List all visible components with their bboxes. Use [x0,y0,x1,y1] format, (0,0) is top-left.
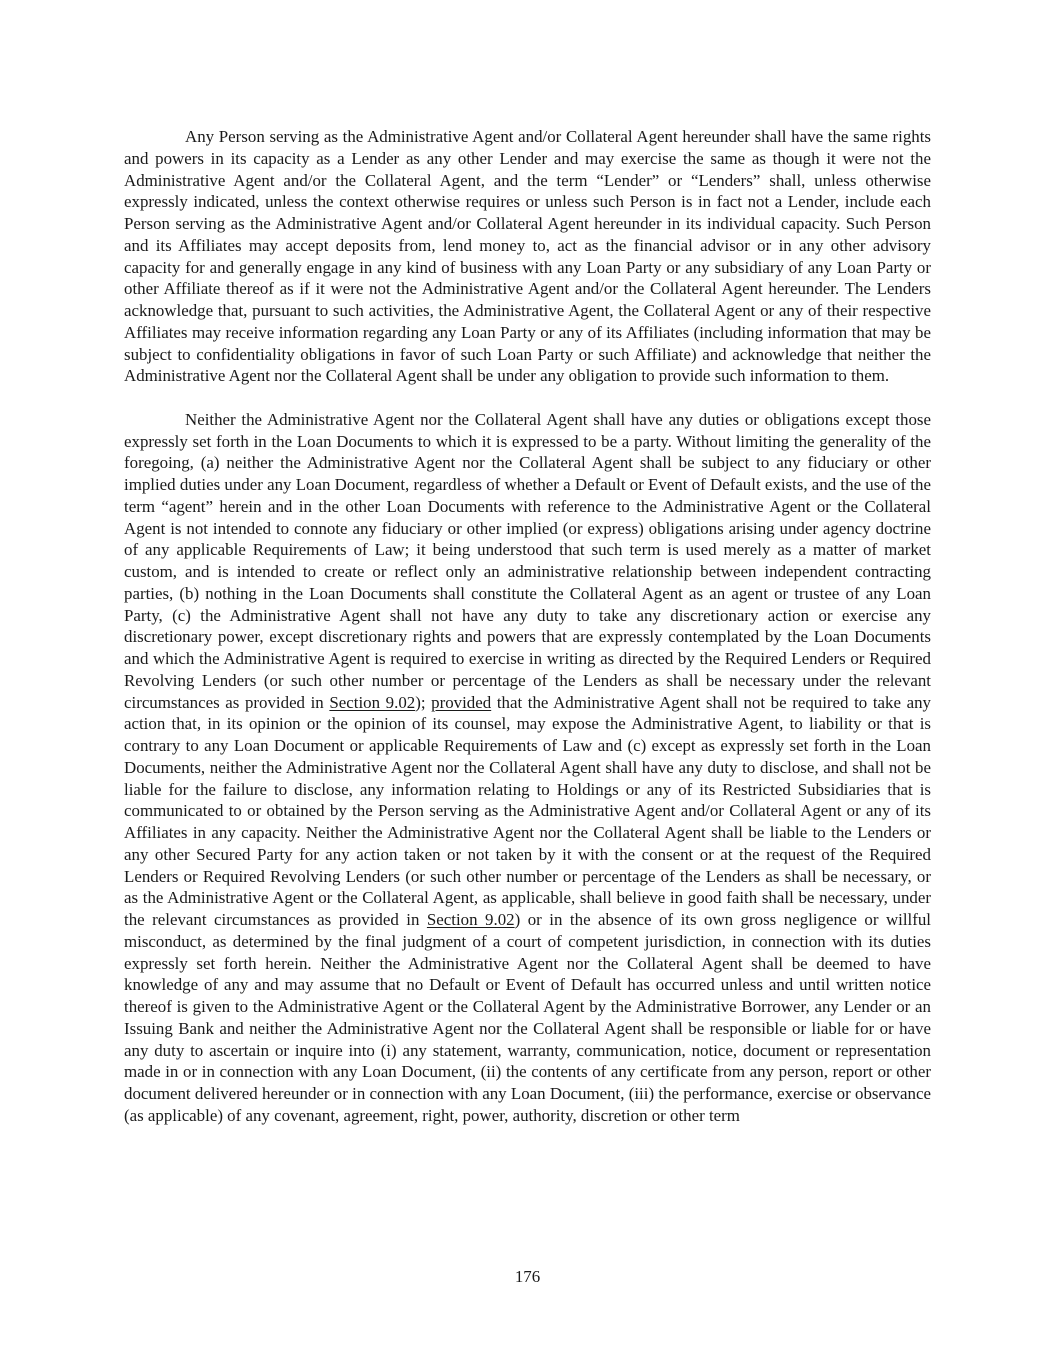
provided-term: provided [431,692,492,712]
paragraph-text: that the Administrative Agent shall not be required to take any action that, in its opinion or the opinion of its counsel, may expose the Administrative Agent, to liability or that is contrary to any Loan Document or applicable Requirements of Law and (c) except as expressly set forth in the Loan Documents, neither the Administrative Agent nor the Collateral Agent shall have any duty to disclose, and shall not be liable for the failure to disclose, any information relating to Holdings or any of its Restricted Subsidiaries that is communicated to or obtained by the Person serving as the Administrative Agent and/or Collateral Agent or any of its Affiliates in any capacity. Neither the Administrative Agent nor the Collateral Agent shall be liable to the Lenders or any other Secured Party for any action taken or not taken by it with the consent or at the request of the Required Lenders or Required Revolving Lenders (or such other number or percentage of the Lenders as shall be necessary, or as the Administrative Agent or the Collateral Agent, as applicable, shall believe in good faith shall be necessary, under the relevant circumstances as provided in [124,692,931,929]
section-reference: Section 9.02 [329,692,416,712]
section-reference: Section 9.02 [426,910,515,929]
paragraph-text: Neither the Administrative Agent nor the Collateral Agent shall have any duties or obligations except those expressly set forth in the Loan Documents to which it is expressed to be a party. Without limiting the generality of the foregoing, (a) neither the Administrative Agent nor the Collateral Agent shall be subject to any fiduciary or other implied duties under any Loan Document, regardless of whether a Default or Event of Default exists, and the use of the term “agent” herein and in the other Loan Documents with reference to the Administrative Agent or the Collateral Agent is not intended to connote any fiduciary or other implied (or express) obligations arising under agency doctrine of any applicable Requirements of Law; it being understood that such term is used merely as a matter of market custom, and is intended to create or reflect only an administrative relationship between independent contracting parties, (b) nothing in the Loan Documents shall constitute the Collateral Agent as an agent or trustee of any Loan Party, (c) the Administrative Agent shall not have any duty to take any discretionary action or exercise any discretionary power, except discretionary rights and powers that are expressly contemplated by the Loan Documents and which the Administrative Agent is required to exercise in writing as directed by the Required Lenders or Required Revolving Lenders (or such other number or percentage of the Lenders as shall be necessary under the relevant circumstances as provided in [124,409,931,712]
paragraph-text: ) or in the absence of its own gross negligence or willful misconduct, as determined by the final judgment of a court of competent jurisdiction, in connection with its duties expressly set forth herein. Neither the Administrative Agent nor the Collateral Agent shall be deemed to have knowledge of any and may assume that no Default or Event of Default has occurred unless and until written notice thereof is given to the Administrative Agent or the Collateral Agent by the Administrative Borrower, any Lender or an Issuing Bank and neither the Administrative Agent nor the Collateral Agent shall be responsible or liable for or have any duty to ascertain or inquire into (i) any statement, warranty, communication, notice, document or representation made in or in connection with any Loan Document, (ii) the contents of any certificate from any person, report or other document delivered hereunder or in connection with any Loan Document, (iii) the performance, exercise or observance (as applicable) of any covenant, agreement, right, power, authority, discretion or other term [124,910,931,1125]
paragraph-agent-rights: Any Person serving as the Administrative Agent and/or Collateral Agent hereunder shall have the same rights and powers in its capacity as a Lender as any other Lender and may exercise the same as though it were not the Administrative Agent and/or the Collateral Agent, and the term “Lender” or “Lenders” shall, unless otherwise expressly indicated, unless the context otherwise requires or unless such Person is in fact not a Lender, include each Person serving as the Administrative Agent and/or Collateral Agent hereunder in its individual capacity. Such Person and its Affiliates may accept deposits from, lend money to, act as the financial advisor or in any other advisory capacity for and generally engage in any kind of business with any Loan Party or any subsidiary of any Loan Party or other Affiliate thereof as if it were not the Administrative Agent and/or the Collateral Agent hereunder. The Lenders acknowledge that, pursuant to such activities, the Administrative Agent, the Collateral Agent or any of their respective Affiliates may receive information regarding any Loan Party or any of its Affiliates (including information that may be subject to confidentiality obligations in favor of such Loan Party or such Affiliate) and acknowledge that neither the Administrative Agent nor the Collateral Agent shall be under any obligation to provide such information to them. [124,127,931,386]
paragraph-agent-duties [124,409,931,1127]
document-page [124,126,931,1127]
paragraph-text: ); [415,692,432,712]
page-number: 176 [514,1267,541,1286]
